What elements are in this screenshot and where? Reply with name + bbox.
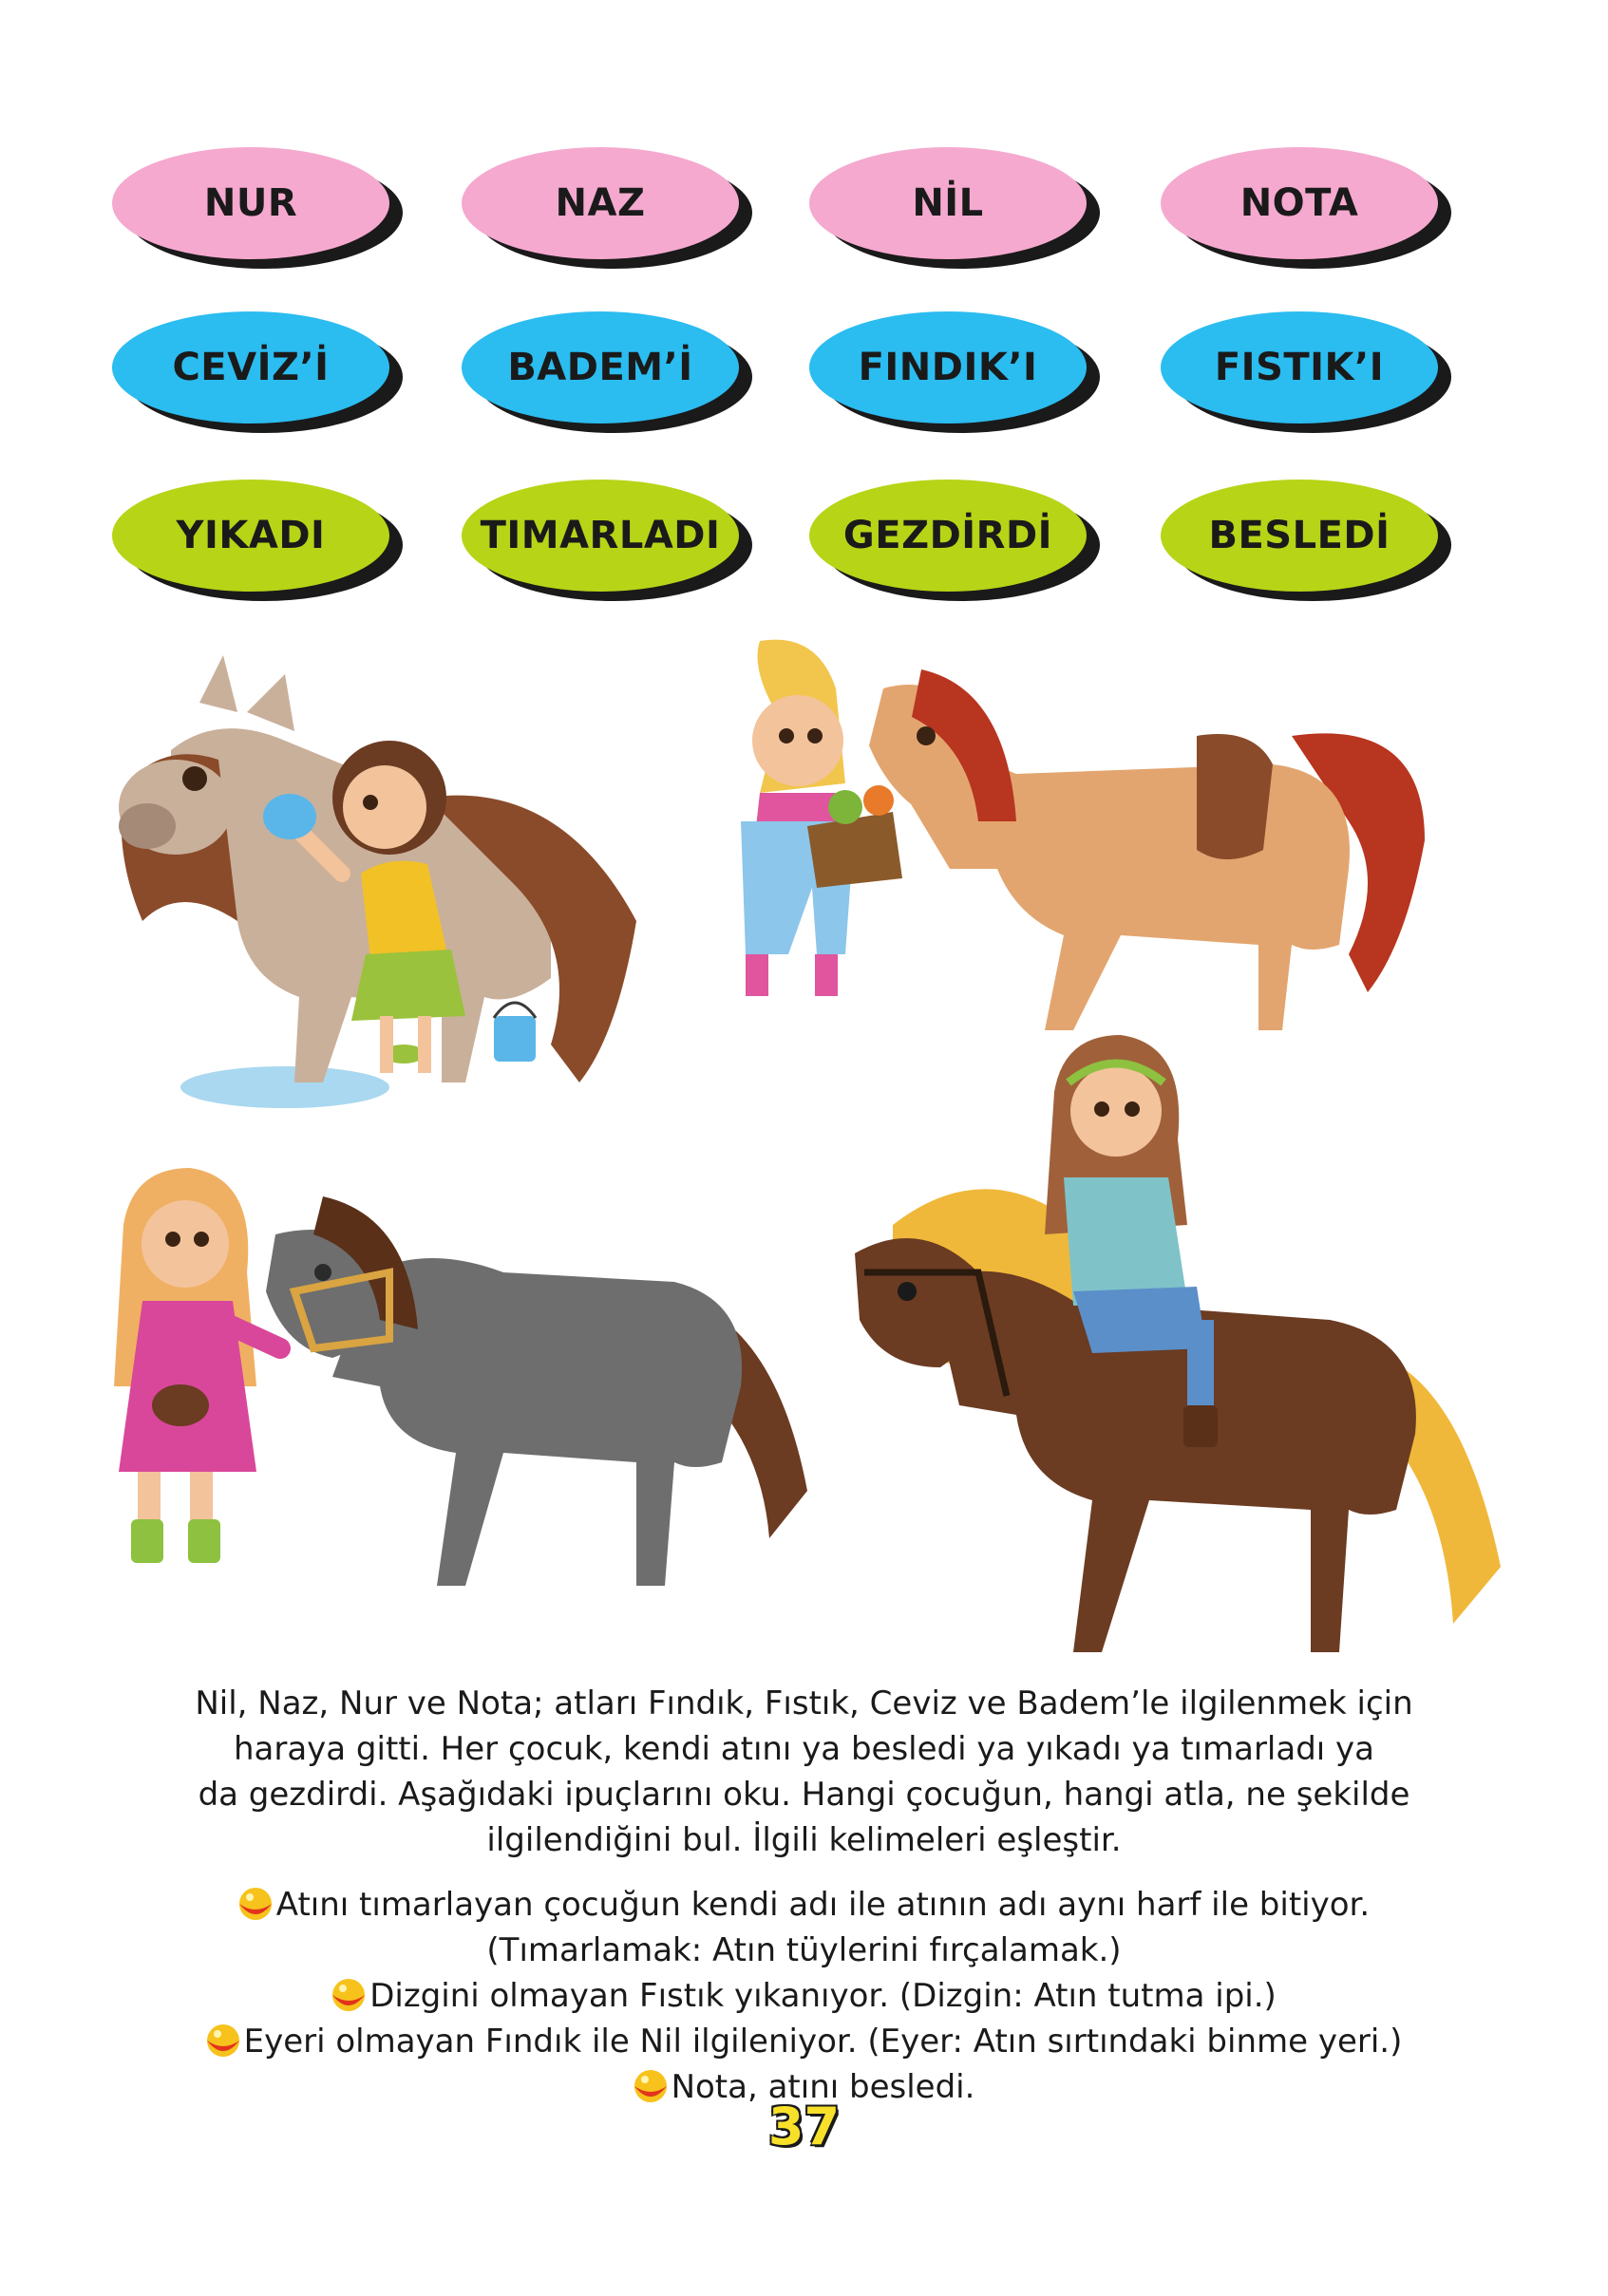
name-pill-nota[interactable] — [1161, 147, 1438, 259]
horses-row — [0, 311, 1608, 435]
actions-row — [0, 480, 1608, 603]
name-label: NOTA — [1161, 147, 1438, 259]
name-pill-nil[interactable] — [809, 147, 1087, 259]
name-label: NİL — [809, 147, 1087, 259]
clue-text: Eyeri olmayan Fındık ile Nil ilgileniyor. (Eyer: Atın sırtındaki binme yeri.) — [243, 2023, 1403, 2061]
instructions-line: haraya gitti. Her çocuk, kendi atını ya besledi ya yıkadı ya tımarladı ya — [233, 1730, 1375, 1768]
clues-list — [123, 1882, 1485, 2110]
clue-item — [123, 1973, 1485, 2019]
horse-pill-badem[interactable] — [462, 311, 739, 423]
horse-label: CEVİZ’İ — [112, 311, 389, 423]
horse-label: BADEM’İ — [462, 311, 739, 423]
name-label: NUR — [112, 147, 389, 259]
clue-text: Nota, atını besledi. — [671, 2068, 975, 2106]
clue-item — [123, 2019, 1485, 2064]
horse-pill-ceviz[interactable] — [112, 311, 389, 423]
action-pill-timarladi[interactable] — [462, 480, 739, 592]
clue-text: Dizgini olmayan Fıstık yıkanıyor. (Dizgin: Atın tutma ipi.) — [369, 1977, 1277, 2015]
instructions-line: Nil, Naz, Nur ve Nota; atları Fındık, Fıstık, Ceviz ve Badem’le ilgilenmek için — [195, 1684, 1413, 1722]
names-row — [0, 147, 1608, 271]
name-pill-naz[interactable] — [462, 147, 739, 259]
girl-riding-horse-illustration — [836, 1035, 1520, 1681]
ball-bullet-icon — [238, 1887, 273, 1921]
clue-item — [123, 1882, 1485, 1928]
action-label: GEZDİRDİ — [809, 480, 1087, 592]
clue-text: Atını tımarlayan çocuğun kendi adı ile atının adı aynı harf ile bitiyor. — [275, 1886, 1371, 1924]
girl-with-bridled-horse-illustration — [104, 1158, 874, 1605]
clue-note: (Tımarlamak: Atın tüylerini fırçalamak.) — [486, 1931, 1122, 1969]
horse-pill-fistik[interactable] — [1161, 311, 1438, 423]
name-pill-nur[interactable] — [112, 147, 389, 259]
ball-bullet-icon — [331, 1978, 366, 2012]
action-pill-gezdirdi[interactable] — [809, 480, 1087, 592]
name-label: NAZ — [462, 147, 739, 259]
instructions-paragraph — [123, 1681, 1485, 1863]
horse-label: FISTIK’I — [1161, 311, 1438, 423]
instructions-line: da gezdirdi. Aşağıdaki ipuçlarını oku. Hangi çocuğun, hangi atla, ne şekilde — [198, 1776, 1410, 1814]
ball-bullet-icon — [206, 2023, 240, 2058]
horse-label: FINDIK’I — [809, 311, 1087, 423]
action-label: TIMARLADI — [462, 480, 739, 592]
girl-washing-horse-illustration — [104, 636, 646, 1130]
action-label: BESLEDİ — [1161, 480, 1438, 592]
instructions-line: ilgilendiğini bul. İlgili kelimeleri eşleştir. — [486, 1821, 1122, 1859]
girl-feeding-horse-illustration — [703, 631, 1444, 1078]
page-number: 37 — [767, 2097, 841, 2156]
horse-pill-findik[interactable] — [809, 311, 1087, 423]
action-pill-yikadi[interactable] — [112, 480, 389, 592]
action-pill-besledi[interactable] — [1161, 480, 1438, 592]
action-label: YIKADI — [112, 480, 389, 592]
